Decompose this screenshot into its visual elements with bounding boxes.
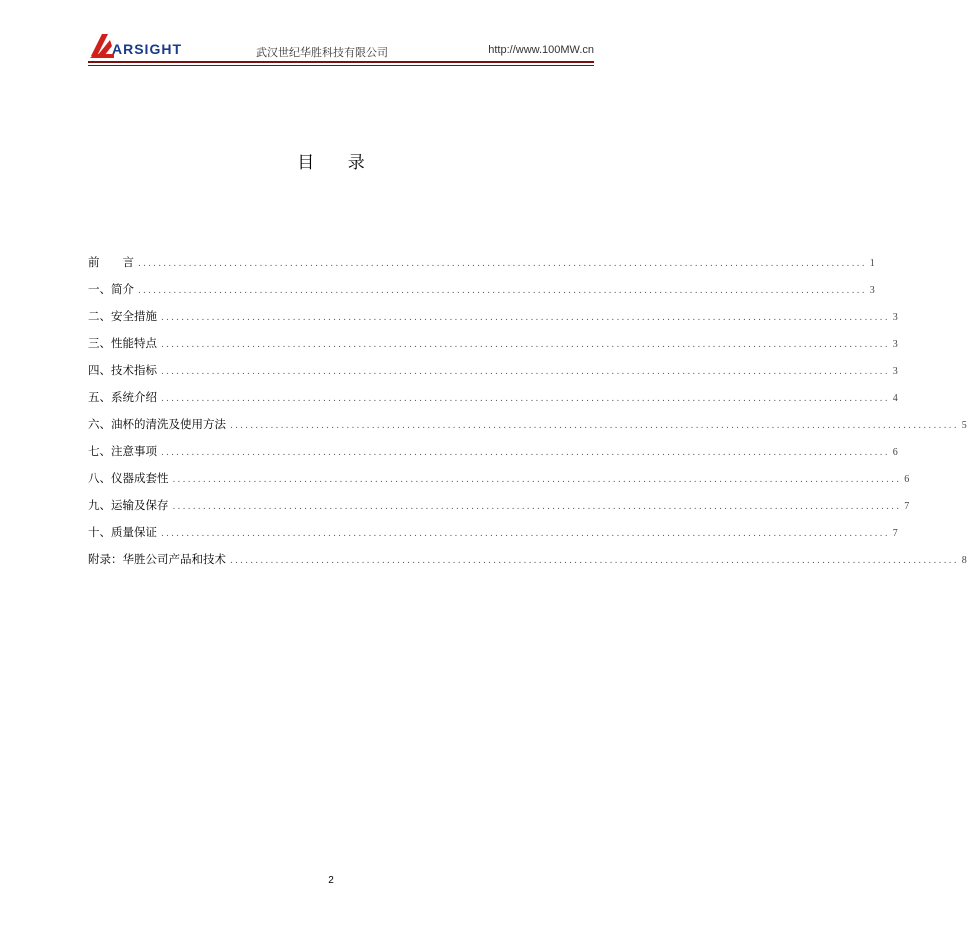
toc-entry-page: 6	[892, 447, 898, 458]
toc-entry[interactable]	[88, 254, 875, 281]
company-logo	[88, 32, 184, 60]
toc-title: 目 录	[297, 153, 379, 173]
toc-entry-label: 四、技术指标	[88, 363, 157, 377]
toc-entry-page: 7	[904, 501, 910, 512]
toc-entry[interactable]	[88, 335, 898, 362]
toc-entry-label: 九、运输及保存	[88, 498, 169, 512]
toc-entry[interactable]	[88, 416, 967, 443]
toc-entry-label: 六、油杯的清洗及使用方法	[88, 417, 226, 431]
logo-wordmark: ARSIGHT	[112, 41, 182, 57]
toc-leader-dots: ................................................................................................................................................	[161, 448, 890, 458]
toc-entry-page: 5	[961, 420, 967, 431]
toc-entry[interactable]	[88, 470, 910, 497]
toc-entry-page: 4	[892, 393, 898, 404]
toc-entry-label: 七、注意事项	[88, 444, 157, 458]
toc-leader-dots: ................................................................................................................................................	[161, 367, 890, 377]
toc-leader-dots: ................................................................................................................................................	[161, 529, 890, 539]
toc-entry-label: 二、安全措施	[88, 309, 157, 323]
toc-entry-label: 十、质量保证	[88, 525, 157, 539]
toc-leader-dots: ................................................................................................................................................	[138, 286, 867, 296]
toc-leader-dots: ................................................................................................................................................	[138, 259, 867, 269]
toc-entry-label: 一、简介	[88, 282, 134, 296]
toc-entry-page: 8	[961, 555, 967, 566]
page-number: 2	[328, 875, 334, 886]
toc-leader-dots: ................................................................................................................................................	[161, 313, 890, 323]
toc-entry-page: 6	[904, 474, 910, 485]
toc-entry-page: 7	[892, 528, 898, 539]
company-name: 武汉世纪华胜科技有限公司	[256, 46, 388, 59]
toc-entry[interactable]	[88, 308, 898, 335]
toc-leader-dots: ................................................................................................................................................	[230, 556, 959, 566]
toc-entry-page: 3	[892, 339, 898, 350]
header-rule-thin	[88, 65, 594, 66]
toc-leader-dots: ................................................................................................................................................	[161, 394, 890, 404]
toc-entry-label: 五、系统介绍	[88, 390, 157, 404]
table-of-contents	[88, 254, 967, 578]
toc-entry[interactable]	[88, 443, 898, 470]
toc-entry[interactable]	[88, 281, 875, 308]
toc-leader-dots: ................................................................................................................................................	[161, 340, 890, 350]
toc-entry-label: 前 言	[88, 255, 134, 269]
toc-entry-label: 八、仪器成套性	[88, 471, 169, 485]
toc-entry-page: 1	[869, 258, 875, 269]
toc-leader-dots: ................................................................................................................................................	[230, 421, 959, 431]
header-rule	[88, 61, 594, 63]
toc-entry-page: 3	[892, 366, 898, 377]
toc-entry[interactable]	[88, 497, 910, 524]
toc-entry[interactable]	[88, 551, 967, 578]
toc-leader-dots: ................................................................................................................................................	[172, 502, 902, 512]
toc-entry-label: 附录：华胜公司产品和技术	[88, 552, 226, 566]
toc-entry-page: 3	[869, 285, 875, 296]
toc-entry[interactable]	[88, 389, 898, 416]
toc-entry[interactable]	[88, 362, 898, 389]
toc-entry[interactable]	[88, 524, 898, 551]
toc-entry-label: 三、性能特点	[88, 336, 157, 350]
toc-leader-dots: ................................................................................................................................................	[172, 475, 902, 485]
company-url[interactable]: http://www.100MW.cn	[488, 44, 594, 56]
toc-entry-page: 3	[892, 312, 898, 323]
